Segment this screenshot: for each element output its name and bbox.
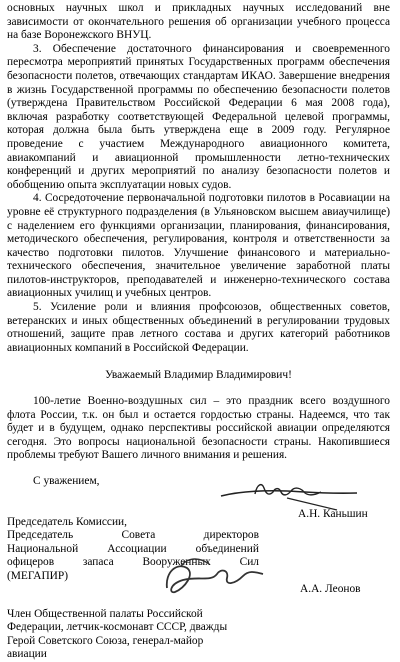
signatory2-line2: Федерации, летчик-космонавт СССР, дважды [7, 621, 228, 634]
signatory-title-line1: Председатель Комиссии, [7, 515, 128, 528]
paragraph-closing: 100-летие Военно-воздушных сил – это праздник всего воздушного флота России, т.к. он был и остается гордостью страны. Надеемся, что так будет и в будущем, однако перспективы российской авиации определяются сегодня. Это вопросы национальной безопасности страны. Накопившиеся проблемы требуют Вашего личного внимания и решения. [7, 395, 390, 462]
paragraph-4: 4. Сосредоточение первоначальной подготовки пилотов в Росавиации на уровне её структурного подразделения (в Ульяновском высшем авиаучилище) с наделением его функциями организации, планирования, финансирования, методического обеспечения, регулирования, контроля и ответственности за качество подготовки пилотов. Улучшение финансового и материально-технического обеспечения, значительное увеличение заработной платы пилотов-инструкторов, преподавателей и инженерно-технического состава авиационных училищ и учебных центров. [7, 192, 390, 300]
signatory-title-line4: офицеров запаса Вооруженных Сил [7, 556, 259, 569]
signatory-leonov [7, 608, 247, 662]
signatory-title-line3: Национальной Ассоциации объединений [7, 542, 259, 555]
paragraph-5: 5. Усиление роли и влияния профсоюзов, общественных советов, ветеранских и иных общественных объединений в регулировании трудовых отношений, защите прав летного состава и других категорий работников авиационных компаний в Российской Федерации. [7, 301, 390, 354]
paragraph-intro: основных научных школ и прикладных научных исследований вне зависимости от окончательного решения об организации учебного процесса на базе Воронежского ВНУЦ. [7, 2, 390, 42]
signatory-name-leonov: А.А. Леонов [300, 583, 361, 595]
signatory2-line4: авиации [7, 648, 47, 661]
regards: С уважением, [33, 475, 100, 487]
signatory2-line1: Член Общественной палаты Российской [7, 607, 203, 620]
signatory-name-kanshin: А.Н. Каньшин [298, 508, 368, 520]
signatory-title-line2: Председатель Совета директоров [7, 529, 259, 542]
greeting: Уважаемый Владимир Владимирович! [105, 369, 292, 382]
letter-page [7, 0, 390, 662]
signatory-kanshin [7, 516, 259, 584]
signatory-title-line5: (МЕГАПИР) [7, 569, 69, 582]
paragraph-3: 3. Обеспечение достаточного финансирования и своевременного пересмотра мероприятий принятых Государственных программ обеспечения безопасности полетов, отвечающих стандартам ИКАО. Завершение внедрения в жизнь Государственной программы по обеспечению безопасности полетов (утверждена Правительством Российской Федерации 6 мая 2008 года), включая разработку соответствующей Федеральной целевой программы, которая должна была быть утверждена еще в 2009 году. Регулярное проведение с участием Международного авиационного комитета, авиакомпаний и авиационной промышленности летно-технических конференций и других мероприятий по анализу безопасности полетов и обобщению опыта эксплуатации новых судов. [7, 42, 390, 191]
signatory2-line3: Герой Советского Союза, генерал-майор [7, 634, 204, 647]
